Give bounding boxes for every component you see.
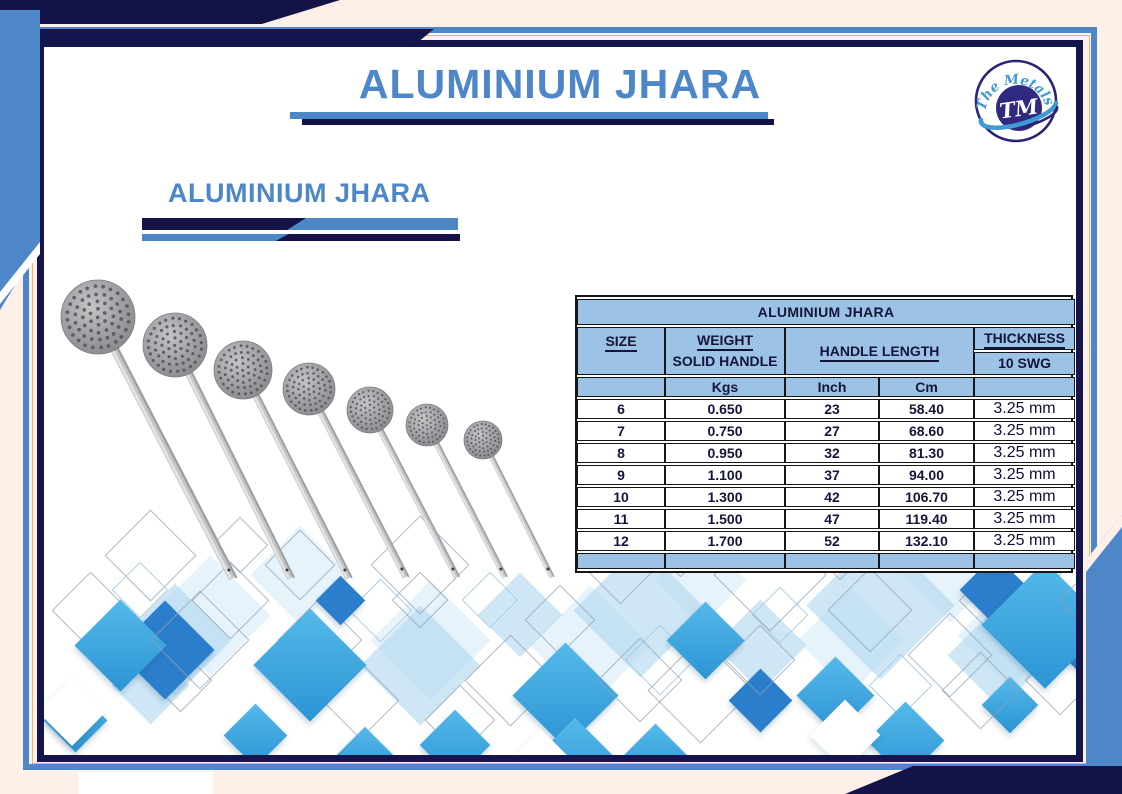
table-cell-cm: 68.60 bbox=[879, 421, 974, 441]
col-header-size: SIZE bbox=[577, 327, 665, 375]
table-cell-cm: 106.70 bbox=[879, 487, 974, 507]
table-cell-weight: 1.700 bbox=[665, 531, 785, 551]
table-cell-mm: 3.25 mm bbox=[974, 465, 1075, 485]
table-row bbox=[577, 509, 1075, 529]
table-cell-mm: 3.25 mm bbox=[974, 509, 1075, 529]
col-header-thickness-sub: 10 SWG bbox=[974, 352, 1075, 375]
product-photo-jharas bbox=[45, 250, 585, 590]
table-row bbox=[577, 421, 1075, 441]
table-footer-cell bbox=[785, 553, 879, 569]
table-row bbox=[577, 531, 1075, 551]
table-cell-cm: 94.00 bbox=[879, 465, 974, 485]
table-cell-size: 6 bbox=[577, 399, 665, 419]
decoration-top-navy-band bbox=[0, 0, 340, 24]
table-cell-mm: 3.25 mm bbox=[974, 443, 1075, 463]
col-header-weight: WEIGHT SOLID HANDLE bbox=[665, 327, 785, 375]
table-cell-inch: 32 bbox=[785, 443, 879, 463]
table-cell-weight: 0.750 bbox=[665, 421, 785, 441]
table-footer-cell bbox=[974, 553, 1075, 569]
jhara-photo-7 bbox=[464, 421, 554, 577]
logo-monogram: TM bbox=[997, 93, 1040, 124]
table-cell-weight: 0.650 bbox=[665, 399, 785, 419]
table-cell-size: 11 bbox=[577, 509, 665, 529]
table-cell-mm: 3.25 mm bbox=[974, 421, 1075, 441]
table-row bbox=[577, 487, 1075, 507]
table-cell-weight: 1.100 bbox=[665, 465, 785, 485]
table-cell-size: 10 bbox=[577, 487, 665, 507]
unit-cell-empty bbox=[577, 377, 665, 397]
table-cell-inch: 37 bbox=[785, 465, 879, 485]
table-cell-size: 9 bbox=[577, 465, 665, 485]
table-cell-inch: 52 bbox=[785, 531, 879, 551]
table-cell-cm: 81.30 bbox=[879, 443, 974, 463]
decoration-bottom-left-white-strip bbox=[78, 772, 213, 794]
section-title: ALUMINIUM JHARA bbox=[168, 178, 431, 208]
table-footer-cell bbox=[665, 553, 785, 569]
table-cell-size: 7 bbox=[577, 421, 665, 441]
table-cell-size: 8 bbox=[577, 443, 665, 463]
table-cell-inch: 27 bbox=[785, 421, 879, 441]
table-cell-weight: 1.300 bbox=[665, 487, 785, 507]
table-cell-mm: 3.25 mm bbox=[974, 531, 1075, 551]
table-cell-cm: 132.10 bbox=[879, 531, 974, 551]
page-content bbox=[44, 47, 1076, 755]
table-cell-cm: 58.40 bbox=[879, 399, 974, 419]
diamond-shape bbox=[623, 723, 687, 755]
page-title: ALUMINIUM JHARA bbox=[358, 61, 762, 107]
table-cell-size: 12 bbox=[577, 531, 665, 551]
col-header-thickness: THICKNESS bbox=[974, 327, 1075, 350]
jhara-photo-1 bbox=[61, 280, 236, 578]
unit-cell-inch: Inch bbox=[785, 377, 879, 397]
table-cell-weight: 0.950 bbox=[665, 443, 785, 463]
unit-cell-cm: Cm bbox=[879, 377, 974, 397]
table-cell-inch: 47 bbox=[785, 509, 879, 529]
table-row bbox=[577, 443, 1075, 463]
spec-table bbox=[575, 295, 1073, 573]
col-header-handle-length: HANDLE LENGTH bbox=[785, 327, 974, 375]
diamond-shape bbox=[866, 701, 944, 755]
table-cell-inch: 23 bbox=[785, 399, 879, 419]
table-cell-weight: 1.500 bbox=[665, 509, 785, 529]
table-cell-mm: 3.25 mm bbox=[974, 487, 1075, 507]
diamond-shape bbox=[223, 703, 287, 755]
table-row bbox=[577, 465, 1075, 485]
table-title: ALUMINIUM JHARA bbox=[577, 299, 1075, 325]
unit-cell-empty bbox=[974, 377, 1075, 397]
unit-cell-kgs: Kgs bbox=[665, 377, 785, 397]
table-cell-mm: 3.25 mm bbox=[974, 399, 1075, 419]
diamond-shape bbox=[44, 678, 106, 746]
table-cell-inch: 42 bbox=[785, 487, 879, 507]
table-footer-cell bbox=[879, 553, 974, 569]
table-row bbox=[577, 399, 1075, 419]
table-footer-row bbox=[577, 553, 1075, 569]
jhara-photo-4 bbox=[283, 363, 409, 577]
table-footer-cell bbox=[577, 553, 665, 569]
logo-brand-text: The Metals bbox=[973, 71, 1058, 113]
spec-table-grid bbox=[577, 297, 1075, 571]
diamond-shape bbox=[337, 727, 394, 755]
table-cell-cm: 119.40 bbox=[879, 509, 974, 529]
